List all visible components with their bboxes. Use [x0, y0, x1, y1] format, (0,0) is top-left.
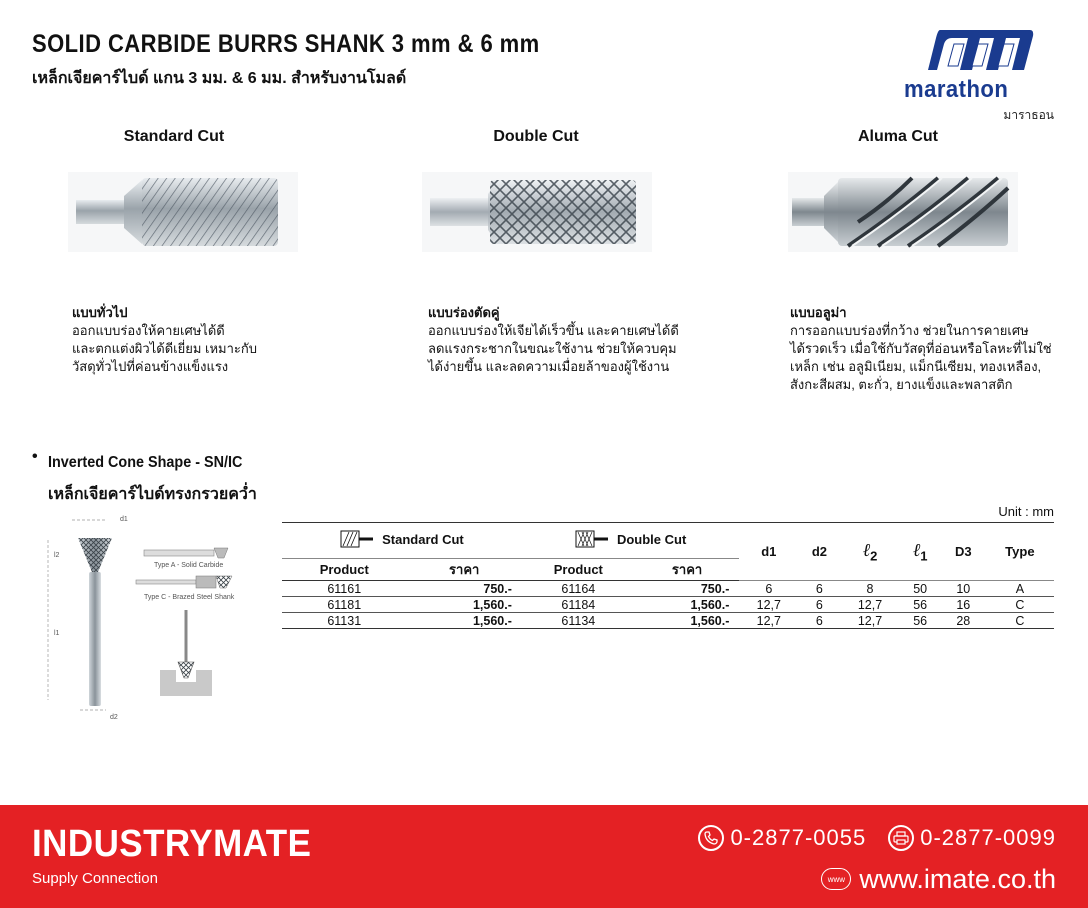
header-standard-cut-label: Standard Cut	[382, 531, 464, 547]
cut-desc-head: แบบทั่วไป	[72, 305, 128, 320]
cell-price-double: 750.-	[700, 581, 730, 596]
website-link[interactable]: www.imate.co.th	[859, 863, 1056, 894]
cut-title-standard: Standard Cut	[123, 128, 225, 145]
cell-l1: 56	[913, 597, 928, 612]
cut-desc-line: และตกแต่งผิวได้ดีเยี่ยม เหมาะกับ	[72, 341, 257, 356]
header-product-standard: Product	[319, 562, 369, 577]
cut-desc-head: แบบร่องตัดคู่	[428, 305, 500, 320]
header-l2-sub: 2	[870, 548, 878, 564]
cell-d3: 10	[956, 581, 971, 596]
bullet-icon: •	[32, 448, 38, 465]
type-a-label: Type A - Solid Carbide	[154, 562, 224, 569]
header-double-cut	[522, 523, 739, 559]
cell-type: C	[1015, 597, 1025, 612]
brand-name: marathon	[904, 76, 1009, 103]
cell-price-double: 1,560.-	[690, 613, 730, 628]
phone-icon	[698, 825, 724, 851]
cell-l1: 50	[913, 581, 928, 596]
cut-desc-line: ลดแรงกระชากในขณะใช้งาน ช่วยให้ควบคุม	[428, 341, 677, 356]
marathon-logo	[904, 24, 1054, 122]
footer-tagline: Supply Connection	[32, 870, 158, 887]
dim-label-l2: l2	[54, 552, 60, 559]
header-price-double: ราคา	[671, 562, 703, 577]
header-double-cut-label: Double Cut	[616, 531, 687, 547]
cut-desc-aluma	[790, 304, 1080, 394]
unit-label: Unit : mm	[998, 504, 1054, 519]
web-row	[698, 859, 1056, 899]
footer-contact	[698, 823, 1056, 899]
cell-product-double: 61134	[561, 613, 596, 628]
double-cut-burr-image	[422, 172, 652, 252]
cell-d2: 6	[815, 597, 823, 612]
cut-desc-line: ได้ง่ายขึ้น และลดความเมื่อยล้าของผู้ใช้งาน	[428, 359, 670, 374]
fax-icon	[888, 825, 914, 851]
www-icon: www	[821, 868, 851, 890]
cell-d3: 16	[956, 597, 971, 612]
inverted-cone-drawing-icon	[36, 510, 236, 740]
header-d1: d1	[739, 523, 798, 581]
cut-desc-line: การออกแบบร่องที่กว้าง ช่วยในการคายเศษ	[790, 323, 1029, 338]
footer-banner	[0, 805, 1088, 908]
cut-column-standard	[24, 128, 324, 374]
cell-product-standard: 61181	[327, 597, 362, 612]
cut-desc-standard	[72, 304, 362, 376]
cut-column-double	[386, 128, 686, 374]
cell-l1: 56	[913, 613, 928, 628]
industrymate-logo: INDUSTRYMATE	[32, 823, 312, 865]
cell-price-standard: 1,560.-	[472, 597, 512, 612]
page-subtitle: เหล็กเจียคาร์ไบด์ แกน 3 มม. & 6 มม. สำหรับงานโมลด์	[32, 70, 407, 87]
dim-label-d2: d2	[110, 714, 118, 721]
header-l1-sub: 1	[920, 548, 928, 564]
dim-label-l1: l1	[54, 630, 60, 637]
cell-price-standard: 1,560.-	[472, 613, 512, 628]
cell-price-standard: 750.-	[483, 581, 512, 596]
cell-product-standard: 61161	[327, 581, 362, 596]
cut-desc-line: ออกแบบร่องให้เจียได้เร็วขึ้น และคายเศษได้ดี	[428, 323, 679, 338]
header-d2: d2	[798, 523, 840, 581]
cell-d3: 28	[956, 613, 971, 628]
table-row	[282, 597, 1054, 613]
double-cut-burr-icon	[575, 529, 609, 549]
header-l1	[899, 523, 940, 581]
cut-desc-line: ออกแบบร่องให้คายเศษได้ดี	[72, 323, 225, 338]
aluma-cut-burr-image	[788, 172, 1018, 252]
cut-desc-line: ได้รวดเร็ว เมื่อใช้กับวัสดุที่อ่อนหรือโลหะที่ไม่ใช่	[790, 341, 1052, 356]
cut-title-double: Double Cut	[493, 128, 579, 145]
marathon-mark-icon	[926, 24, 1036, 74]
cell-product-standard: 61131	[327, 613, 362, 628]
cell-l2: 12,7	[857, 613, 883, 628]
type-c-label: Type C - Brazed Steel Shank	[144, 594, 235, 601]
header-standard-cut	[282, 523, 522, 559]
cell-price-double: 1,560.-	[690, 597, 730, 612]
ell-symbol: ℓ	[862, 539, 871, 561]
header-d3: D3	[941, 523, 986, 581]
cell-d1: 12,7	[756, 597, 781, 612]
spec-table	[282, 522, 1054, 629]
standard-cut-burr-icon	[340, 529, 374, 549]
header-l2	[841, 523, 900, 581]
cut-desc-head: แบบอลูม่า	[790, 305, 847, 320]
cell-d2: 6	[815, 581, 823, 596]
table-row	[282, 613, 1054, 629]
cut-title-aluma: Aluma Cut	[858, 128, 938, 145]
cut-column-aluma	[748, 128, 1052, 392]
header-price-standard: ราคา	[449, 562, 480, 577]
header-product-double: Product	[553, 562, 603, 577]
cut-desc-line: เหล็ก เช่น อลูมิเนียม, แม็กนีเซียม, ทองเหลือง,	[790, 359, 1042, 374]
section-title-thai: เหล็กเจียคาร์ไบด์ทรงกรวยคว่ำ	[48, 486, 257, 503]
inverted-cone-diagram	[36, 510, 236, 740]
page-title: SOLID CARBIDE BURRS SHANK 3 mm & 6 mm	[32, 30, 540, 58]
section-title-en: Inverted Cone Shape - SN/IC	[48, 454, 243, 471]
cell-d2: 6	[815, 613, 823, 628]
cell-type: C	[1015, 613, 1025, 628]
cell-d1: 6	[765, 581, 773, 596]
standard-cut-burr-image	[68, 172, 298, 252]
dim-label-d1: d1	[120, 516, 128, 523]
cell-product-double: 61164	[561, 581, 596, 596]
cell-d1: 12,7	[756, 613, 781, 628]
header-type: Type	[986, 523, 1054, 581]
cell-product-double: 61184	[561, 597, 596, 612]
fax-number[interactable]: 0-2877-0099	[920, 825, 1056, 850]
phone-row	[698, 823, 1056, 853]
cell-l2: 12,7	[857, 597, 883, 612]
phone-number[interactable]: 0-2877-0055	[730, 825, 867, 850]
ell-symbol: ℓ	[912, 539, 921, 561]
brand-thai-name: มาราธอน	[1003, 108, 1054, 122]
cell-type: A	[1015, 581, 1025, 596]
cut-desc-line: สังกะสีผสม, ตะกั่ว, ยางแข็งและพลาสติก	[790, 377, 1013, 392]
table-row	[282, 581, 1054, 597]
cut-desc-line: วัสดุทั่วไปที่ค่อนข้างแข็งแรง	[72, 359, 229, 374]
cell-l2: 8	[866, 581, 874, 596]
cut-desc-double	[428, 304, 718, 376]
